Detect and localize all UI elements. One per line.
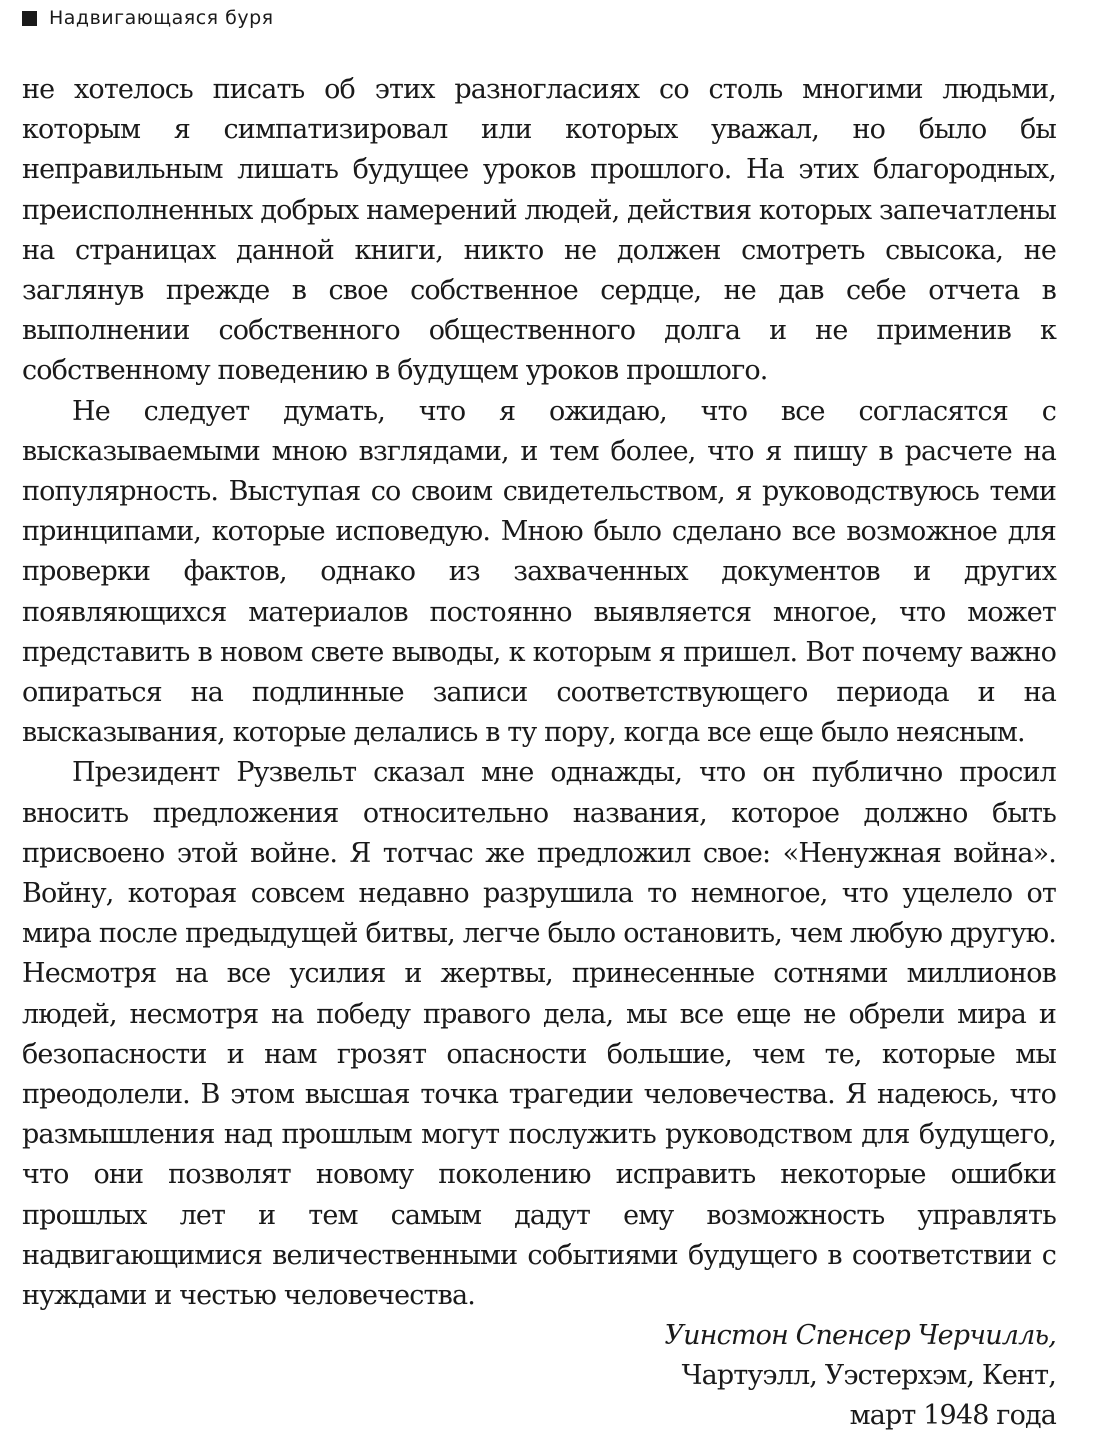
signature-block [664, 1316, 1056, 1436]
signature-date: март 1948 года [849, 1400, 1056, 1431]
paragraph-1: не хотелось писать об этих разногласиях со столь многими людьми, которым я симпатизировал или которых уважал, но было бы неправильным лишать будущее уроков прошлого. На этих благородных, преисполненных добрых намерений людей, действия которых запечатлены на страницах данной книги, никто не должен смотреть свысока, не заглянув прежде в свое собственное сердце, не дав себе отчета в выполнении собственного общественного долга и не применив к собственному поведению в будущем уроков прошлого. [22, 74, 1056, 387]
signature-place: Чартуэлл, Уэстерхэм, Кент, [681, 1360, 1056, 1391]
running-head [22, 4, 274, 32]
body-text [22, 70, 1056, 1316]
running-title: Надвигающаяся буря [49, 7, 274, 29]
signature-author: Уинстон Спенсер Черчилль, [664, 1320, 1056, 1351]
paragraph-2: Не следует думать, что я ожидаю, что все согласятся с высказываемыми мною взглядами, и тем более, что я пишу в расчете на популярность. Выступая со своим свидетельством, я руководствуюсь теми принципами, которые исповедую. Мною было сделано все возможное для проверки фактов, однако из захваченных документов и других появляющихся материалов постоянно выявляется многое, что может представить в новом свете выводы, к которым я пришел. Вот почему важно опираться на подлинные записи соответствующего периода и на высказывания, которые делались в ту пору, когда все еще было неясным. [22, 395, 1056, 749]
paragraph-3: Президент Рузвельт сказал мне однажды, что он публично просил вносить предложения относительно названия, которое должно быть присвоено этой войне. Я тотчас же предложил свое: «Ненужная война». Войну, которая совсем недавно разрушила то немногое, что уцелело от мира после предыдущей битвы, легче было остановить, чем любую другую. Несмотря на все усилия и жертвы, принесенные сотнями миллионов людей, несмотря на победу правого дела, мы все еще не обрели мира и безопасности и нам грозят опасности большие, чем те, которые мы преодолели. В этом высшая точка трагедии человечества. Я надеюсь, что размышления над прошлым могут послужить руководством для будущего, что они позволят новому поколению исправить некоторые ошибки прошлых лет и тем самым дадут ему возможность управлять надвигающимися величественными событиями будущего в соответствии с нуждами и честью человечества. [22, 757, 1056, 1312]
square-bullet-icon [22, 11, 37, 26]
